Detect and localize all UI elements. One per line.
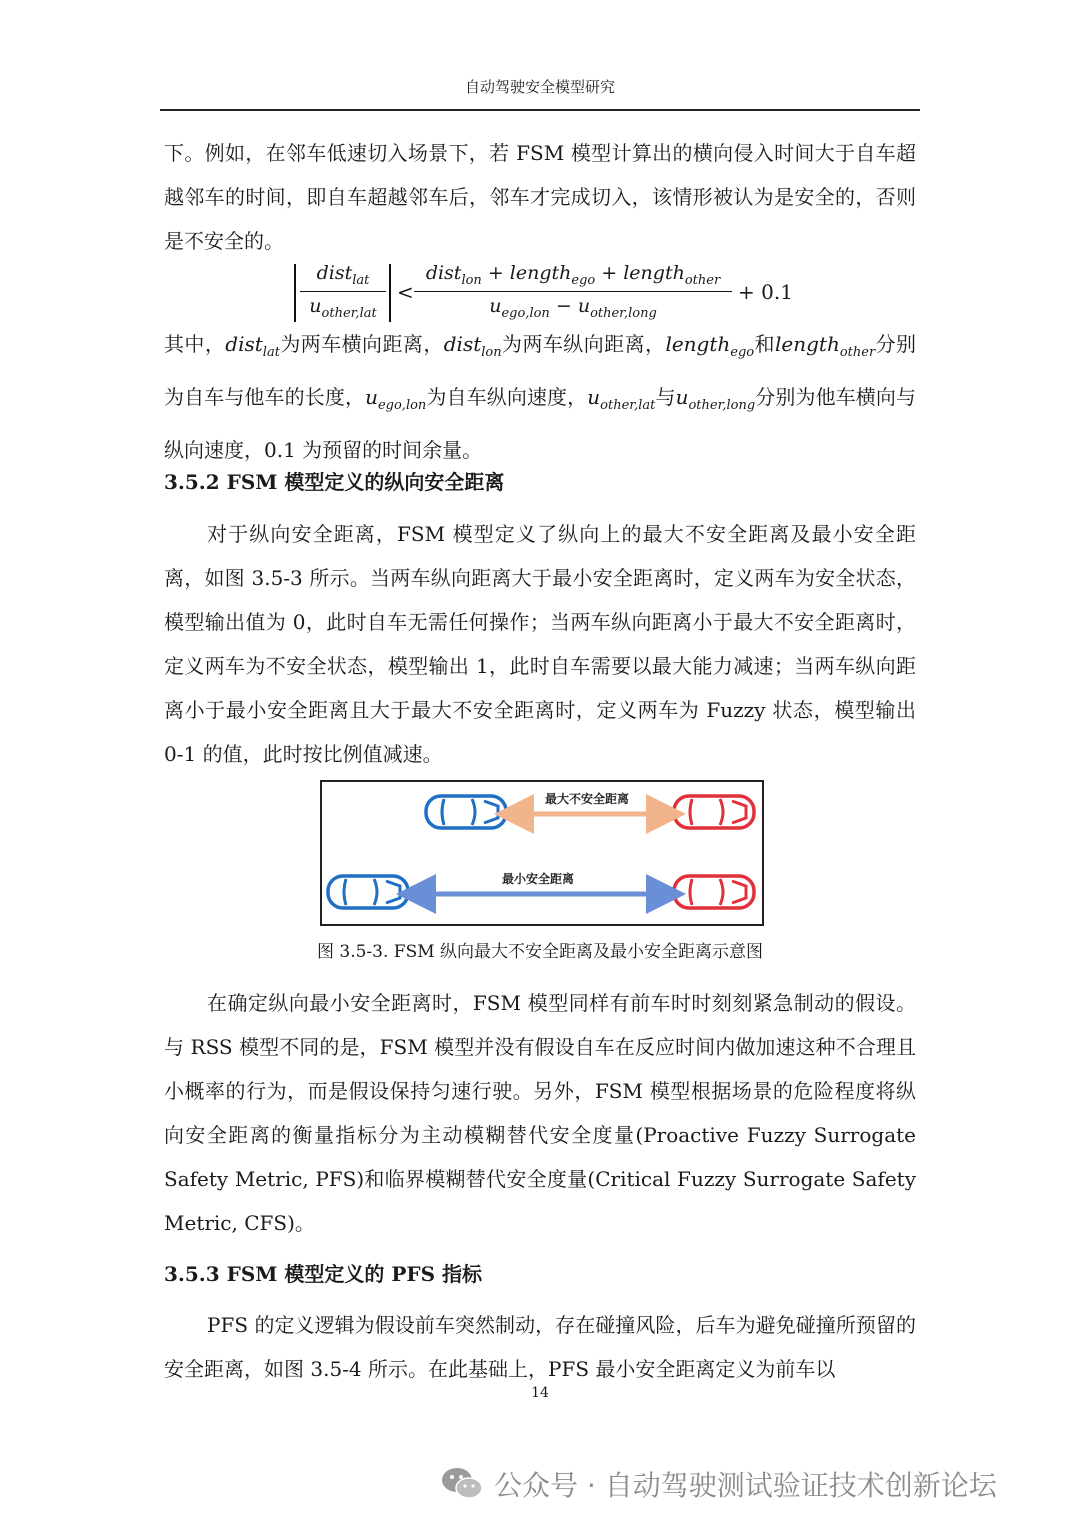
abs-bar-left: [294, 264, 296, 322]
less-than-sign: <: [397, 280, 414, 304]
paragraph-4: 在确定纵向最小安全距离时，FSM 模型同样有前车时时刻刻紧急制动的假设。与 RSS 模型不同的是，FSM 模型并没有假设自车在反应时间内做加速这种不合理且小概率的行为，而是假设保持匀速行驶。另外，FSM 模型根据场景的危险程度将纵向安全距离的衡量指标分为主动模糊替代安全度量(Proactive Fuzzy Surrogate Safety Metric, PFS)和临界模糊替代安全度量(Critical Fuzzy Surrogate Safety Metric, CFS)。: [164, 991, 916, 1235]
lhs-fraction: dist$_{lat}$ $u_{other,lat}$: [300, 262, 386, 321]
header-rule: [160, 109, 920, 111]
page-number: 14: [531, 1385, 549, 1401]
rhs-fraction: dist$_{lon}$ + length$_{ego}$ + length$_{other}$ $u_{ego,lon} - u_{other,long}$: [414, 262, 732, 321]
section-heading-3-5-2: 3.5.2 FSM 模型定义的纵向安全距离: [164, 470, 505, 494]
paragraph-2: 其中，dist$_{lat}$为两车横向距离，dist$_{lon}$为两车纵向距离，length$_{ego}$和length$_{other}$分别为自车与他车的长度，$u_{ego,lon}$为自车纵向速度，$u_{other,lat}$与$u_{other,long}$分别为他车横向与纵向速度，0.1 为预留的时间余量。: [164, 332, 917, 462]
equation: [290, 262, 810, 324]
figure-3-5-3: [320, 780, 764, 926]
wechat-icon: [440, 1464, 484, 1504]
abs-bar-right: [389, 264, 391, 322]
label-min-safe-distance: 最小安全距离: [502, 872, 575, 886]
watermark-text: 公众号 · 自动驾驶测试验证技术创新论坛: [494, 1469, 997, 1502]
figure-caption: 图 3.5-3. FSM 纵向最大不安全距离及最小安全距离示意图: [316, 942, 764, 962]
section-heading-3-5-3: 3.5.3 FSM 模型定义的 PFS 指标: [164, 1262, 482, 1286]
paragraph-3: 对于纵向安全距离，FSM 模型定义了纵向上的最大不安全距离及最小安全距离，如图 3.5-3 所示。当两车纵向距离大于最小安全距离时，定义两车为安全状态，模型输出值为 0，此时自车无需任何操作；当两车纵向距离小于最大不安全距离时，定义两车为不安全状态，模型输出 1，此时自车需要以最大能力减速；当两车纵向距离小于最小安全距离且大于最大不安全距离时，定义两车为 Fuzzy 状态，模型输出 0-1 的值，此时按比例值减速。: [164, 522, 916, 766]
figure-drawing: [322, 782, 762, 924]
paragraph-5: PFS 的定义逻辑为假设前车突然制动，存在碰撞风险，后车为避免碰撞所预留的安全距离，如图 3.5-4 所示。在此基础上，PFS 最小安全距离定义为前车以: [164, 1313, 916, 1381]
other-car-top: [674, 796, 754, 828]
watermark: [440, 1462, 997, 1506]
paragraph-1: 下。例如，在邻车低速切入场景下，若 FSM 模型计算出的横向侵入时间大于自车超越邻车的时间，即自车超越邻车后，邻车才完成切入，该情形被认为是安全的，否则是不安全的。: [164, 141, 916, 253]
ego-car-top: [426, 796, 506, 828]
running-header: 自动驾驶安全模型研究: [464, 78, 615, 96]
ego-car-bottom: [328, 876, 408, 908]
other-car-bottom: [674, 876, 754, 908]
constant-term: + 0.1: [738, 280, 793, 304]
label-max-unsafe-distance: 最大不安全距离: [545, 792, 630, 806]
